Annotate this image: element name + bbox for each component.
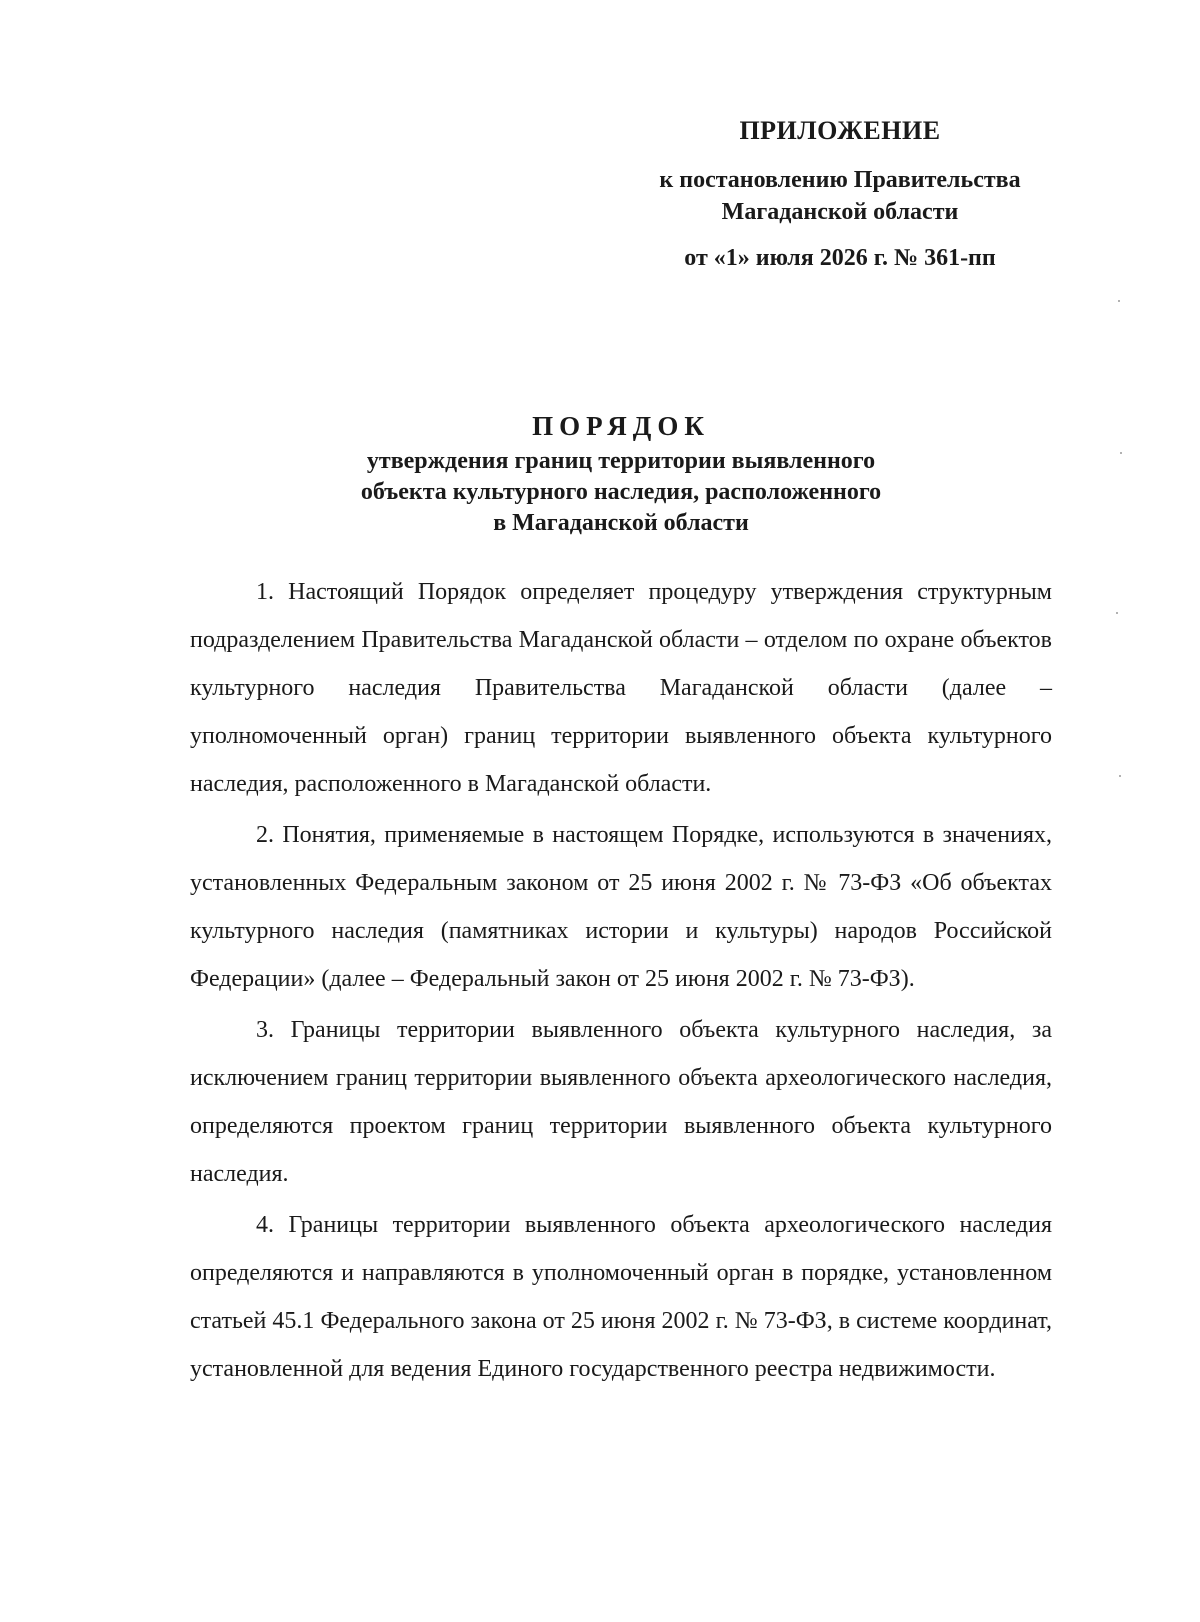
appendix-header <box>600 114 1080 274</box>
document-subtitle <box>190 446 1052 539</box>
scan-speck <box>1120 452 1122 454</box>
scan-speck <box>1116 612 1118 614</box>
document-title: ПОРЯДОК <box>532 411 710 441</box>
paragraph-1: 1. Настоящий Порядок определяет процедуру утверждения структурным подразделением Правительства Магаданской области – отделом по охране объектов культурного наследия Правительства Магаданской области (далее – уполномоченный орган) границ территории выявленного объекта культурного наследия, расположенного в Магаданской области. <box>190 579 1052 797</box>
appendix-title: ПРИЛОЖЕНИЕ <box>739 116 941 145</box>
appendix-date-number: от «1» июля 2026 г. № 361-пп <box>684 245 996 271</box>
paragraph-2: 2. Понятия, применяемые в настоящем Порядке, используются в значениях, установленных Федеральным законом от 25 июня 2002 г. № 73-ФЗ «Об объектах культурного наследия (памятниках истории и культуры) народов Российской Федерации» (далее – Федеральный закон от 25 июня 2002 г. № 73-ФЗ). <box>190 822 1052 992</box>
document-subtitle-line: утверждения границ территории выявленного <box>366 448 876 474</box>
paragraph-3: 3. Границы территории выявленного объекта культурного наследия, за исключением границ территории выявленного объекта археологического наследия, определяются проектом границ территории выявленного объекта культурного наследия. <box>190 1017 1052 1187</box>
document-body <box>190 568 1052 1396</box>
appendix-reference-line-2: Магаданской области <box>721 199 959 225</box>
paragraph-4: 4. Границы территории выявленного объекта археологического наследия определяются и направляются в уполномоченный орган в порядке, установленном статьей 45.1 Федерального закона от 25 июня 2002 г. № 73-ФЗ, в системе координат, установленной для ведения Единого государственного реестра недвижимости. <box>190 1212 1052 1382</box>
document-subtitle-line: в Магаданской области <box>493 510 749 536</box>
scan-speck <box>1119 775 1121 777</box>
scan-speck <box>1118 300 1120 302</box>
document-subtitle-line: объекта культурного наследия, расположенного <box>360 479 882 505</box>
appendix-reference-line-1: к постановлению Правительства <box>659 167 1021 193</box>
